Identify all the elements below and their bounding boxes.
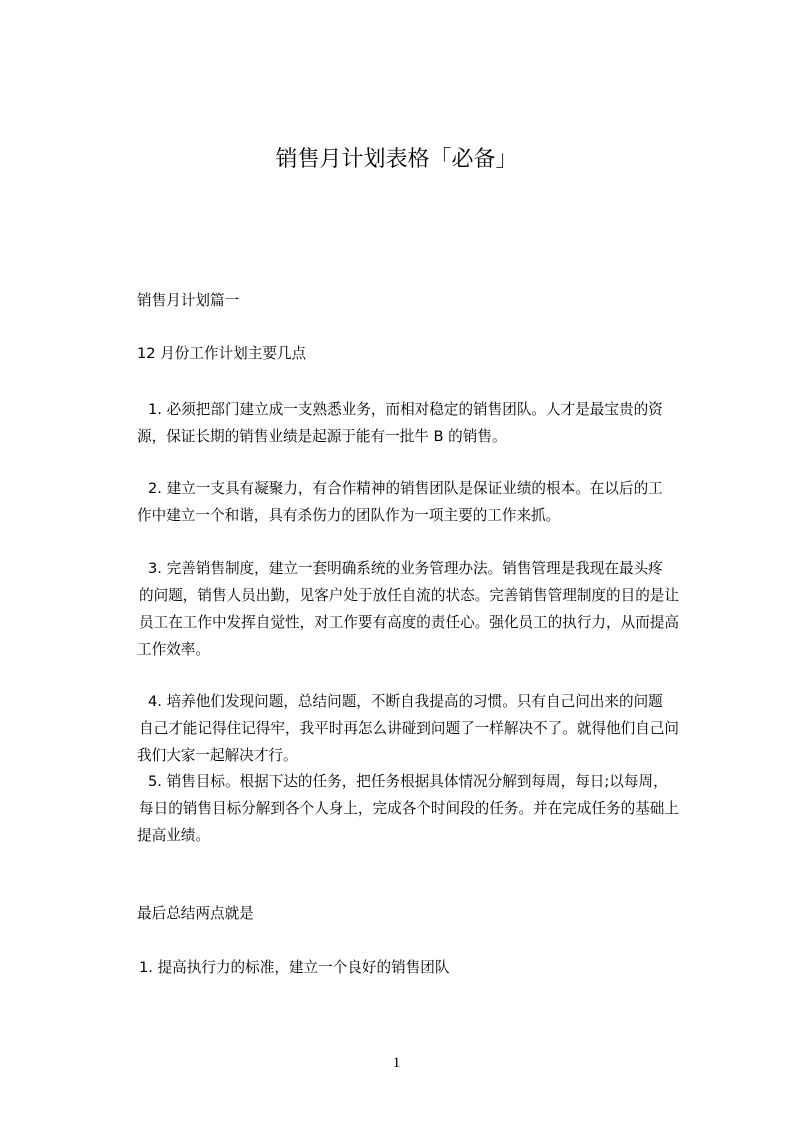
- summary-heading: 最后总结两点就是: [137, 905, 254, 922]
- paragraph-line: 5. 销售目标。根据下达的任务，把任务根据具体情况分解到每周，每日;以每周，: [148, 773, 668, 790]
- paragraph-line: 3. 完善销售制度，建立一套明确系统的业务管理办法。销售管理是我现在最头疼: [148, 560, 663, 577]
- paragraph-line: 我们大家一起解决才行。: [137, 747, 298, 764]
- paragraph-line: 提高业绩。: [137, 827, 210, 844]
- paragraph-line: 自己才能记得住记得牢，我平时再怎么讲碰到问题了一样解决不了。就得他们自己问: [139, 720, 679, 737]
- paragraph-line: 4. 培养他们发现问题，总结问题，不断自我提高的习惯。只有自己问出来的问题: [148, 693, 663, 710]
- page-title: 销售月计划表格「必备」: [275, 147, 518, 172]
- paragraph-line: 的问题，销售人员出勤，见客户处于放任自流的状态。完善销售管理制度的目的是让: [139, 587, 679, 604]
- paragraph-line: 作中建立一个和谐，具有杀伤力的团队作为一项主要的工作来抓。: [137, 507, 561, 524]
- summary-item: 1. 提高执行力的标准，建立一个良好的销售团队: [139, 959, 450, 976]
- paragraph-line: 员工在工作中发挥自觉性，对工作要有高度的责任心。强化员工的执行力，从而提高: [139, 614, 679, 631]
- paragraph-line: 1. 必须把部门建立成一支熟悉业务，而相对稳定的销售团队。人才是最宝贵的资: [148, 401, 663, 418]
- paragraph-line: 工作效率。: [137, 641, 210, 658]
- paragraph-line: 每日的销售目标分解到各个人身上，完成各个时间段的任务。并在完成任务的基础上: [139, 800, 679, 817]
- subheading: 12 月份工作计划主要几点: [137, 345, 307, 362]
- paragraph-line: 源，保证长期的销售业绩是起源于能有一批牛 B 的销售。: [137, 428, 507, 445]
- page-number: 1: [392, 1055, 401, 1071]
- section-heading: 销售月计划篇一: [137, 292, 240, 309]
- paragraph-line: 2. 建立一支具有凝聚力，有合作精神的销售团队是保证业绩的根本。在以后的工: [148, 480, 663, 497]
